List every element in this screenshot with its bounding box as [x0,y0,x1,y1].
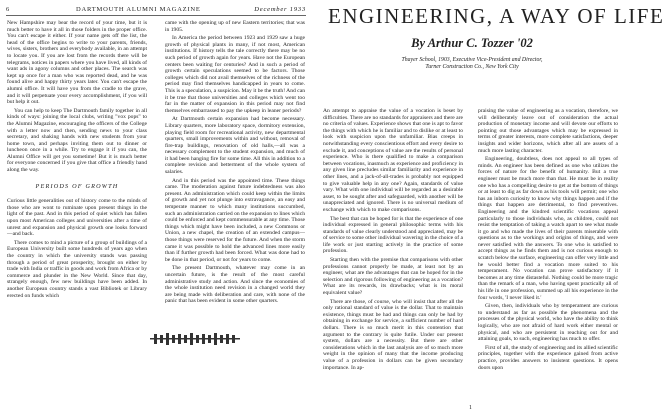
right-column-1 [323,108,463,416]
left-column-1 [7,20,147,416]
section-heading: PERIODS OF GROWTH [35,182,119,190]
right-column-2 [478,108,618,416]
page-number: 1 [469,405,472,411]
paragraph: First of all, the study of engineering and its allied scientific principles, together with the experience gained from active practice, provides answers to insistent questions. It opens doors upon [478,344,618,371]
article-byline: By Arthur C. Tozzer '02 [411,36,533,50]
paragraph: At Dartmouth certain expansion had become necessary. Library quarters, more laboratory space, dormitory extension, playing field room for recreational activity, new departmental quarters, small improvements within and without, removal of fire-trap buildings, renovation of old halls,—all was a necessary complement to the student expansion, and much of it had been hanging fire for some time. All this in addition to a complete revision and betterment of the whole system of salaries. [165,116,305,176]
paragraph: And in this period was the appointed time. These things came. The moderation against future indebtedness was also present. An administration which could keep within the limits of growth and yet not plunge into extravagance, an easy and temperate manner to which many institutions succumbed, such an administration carried on the expansion to lines which could be enforced and kept commensurable at any time. Those things which might have been included, a new Commons or Union, a new chapel, the creation of an extended campus—those things were reserved for the future. And when the storm came it was possible to hold the advanced lines more easily than if further growth had been forced. What was done had to be done in that period, or not for years to come. [165,177,306,263]
paragraph: Curious little generalities out of history come to the minds of those who are wont to ruminate upon present things in the light of the past. And in this period of quiet which has fallen upon most American colleges and universities after a time of unrest and expansion and physical growth one looks forward—and back. [7,198,147,238]
paragraph: New Hampshire may bear the record of your time, but it is much better to have it all in those folders in the proper office. You can't escape it either. If your name gets off the list, the head of the office begins to write to your parents, friends, wives, sisters, brothers and everybody available, in an attempt to locate you. If you are lost from the records there will be telegrams, notices in papers where you have lived, all kinds of want ads in agony columns and other places. The search was kept up once for a man who was reported dead, and he was found alive and happy thirty years later. You can't escape the alumni office. It will have you from the cradle to the grave, and it will perpetuate your every accomplishment, if you will but help it out. [7,20,147,106]
article-title: ENGINEERING, A WAY OF LIFE [328,4,664,28]
author-credit [324,57,620,71]
paragraph: The best that can be hoped for is that the experience of one individual expressed in general philosophic terms with his standards of value clearly understood and appreciated, may be of service to some other individual wavering in the choice of a life work or just starting actively in the practice of some profession. [323,215,463,255]
credit-line: Thayer School, 1903, Executive Vice-President and Director, [401,57,543,63]
paragraph: There comes to mind a picture of a group of buildings of a European University built some hundreds of years ago when the country in which the university stands was passing through a period of great prosperity, brought on either by trade with India or traffic in goods and work from Africa or by commerce and plunder in the New World. Since that day, strangely enough, few new buildings have been added. In another European country stands a vast Bibliotek or Library erected on funds which [7,239,148,299]
page-number: 6 [6,6,11,13]
left-page [0,0,314,420]
decorative-ornament-icon [150,332,240,346]
paragraph: There are those, of course, who will insist that after all the only rational standard of value is the dollar. That to maintain existence, things must be had and things can only be had by obtaining in exchange for service, a sufficient number of hard dollars. There is so much merit in this contention that argument to the contrary is quite futile. Under our present system, dollars are a necessity. But there are other considerations which in the last analysis are of so much more weight in the opinion of many that the income producing value of a profession in dollars can be given secondary importance. In ap- [323,298,463,371]
paragraph: Given, then, individuals who by temperament are curious to understand as far as possible the phenomena and the processes of the physical world, who have the ability to think logically, who are not afraid of hard work either mental or physical, and who are persistent in reaching out for and attaining goals, to such, engineering has much to offer. [478,303,618,343]
paragraph: Starting then with the premise that comparisons with other professions cannot properly be made, at least not by an engineer, what are the advantages that can be hoped for in the selection and rigorous following of engineering as a vocation? What are its rewards, its drawbacks; what is its moral equivalent value? [323,257,463,297]
paragraph: You can help to keep The Dartmouth family together in all kinds of ways: joining the local clubs, writing "vox pops" to the Alumni Magazine, encouraging the officers of the College with a letter now and then, sending news to your class secretary, and shaking hands with new students from your home town, and perhaps inviting them out to dinner or luncheon once in a while. Try to engage it if you can, the Alumni Office will get you sometime! But it is much better for everyone concerned if you give that office a friendly hand along the way. [7,107,147,174]
paragraph: In America the period between 1923 and 1929 saw a huge growth of physical plants in many, if not most, American institutions. If history tells the tale correctly there may be no such period of growth again for years. Have not the European centers been waiting for centuries? And in such a period of growth certain speculations seemed to be factors. Those colleges which did not avail themselves of the richness of the period may find themselves handicapped in years to come. This is a speculation, a suspicion. May it be the truth! And can it be true that those universities and colleges which went too far in the matter of expansion in this period may not find themselves embarrassed to pay the upkeep in leaner periods? [165,35,305,114]
right-page [314,0,664,420]
paragraph: came with the opening up of new Eastern territories; that was in 1905. [165,20,305,33]
header-rule [6,15,306,16]
paragraph: Engineering, doubtless, does not appeal to all types of minds. An engineer has been defined as one who utilizes the forces of nature for the benefit of humanity. But a true engineer must be much more than that. He must be in reality one who has a compelling desire to get at the bottom of things or at least to dig as far down as his tools will permit; one who has an inborn curiosity to know why things happen and if the things that happen are detrimental, to find preventives. Engineering and the kindred scientific vocations appeal particularly to those individuals who, as children, could not resist the temptation of taking a watch apart to see what made it go and who made the lives of their parents miserable with questions as to the workings and origins of things, and were never satisfied with the answers. To one who is satisfied to accept things as he finds them and is not curious enough to scratch below the surface, engineering can offer very little and he would better find a vocation more suited to his temperament. No vocation can prove satisfactory if it becomes at any time distasteful. Nothing could be more tragic than the remark of a man, who having spent practically all of his life in one profession, summed up all his experience in the four words, 'I never liked it.' [478,156,618,301]
magazine-name: DARTMOUTH ALUMNI MAGAZINE [76,6,201,13]
left-column-2 [165,20,305,416]
paragraph: The present Dartmouth, whatever may come in an uncertain future, is the result of the most careful administrative study and action. And since the economies of the whole institution need revision in a changed world they are being made with deliberation and care, with none of the panic that has been evident in some other quarters. [165,265,305,305]
issue-date: December 1933 [254,6,306,13]
paragraph: praising the value of engineering as a vocation, therefore, we will deliberately leave out of consideration the actual production of monetary income and will devote our efforts to pointing out those advantages which may be expressed in terms of greater interests, more complete satisfactions, deeper insights and wider horizons, which after all are assets of a much more lasting character. [478,108,618,154]
credit-line: Turner Construction Co., New York City [425,64,519,70]
paragraph: An attempt to appraise the value of a vocation is beset by difficulties. There are no standards for appraisers and there are no criteria of values. Experience shows that one is apt to favor the things with which he is familiar and to dislike or at least to look with suspicion upon the unfamiliar. Bias creeps in notwithstanding every conscientious effort and every desire to exclude it, and conceptions of value are the results of personal experience. Who is there qualified to make a comparison between vocations, inasmuch as experience and proficiency in any given line precludes similar familiarity and experience in other lines, and a jack-of-all-trades is probably not equipped to give valuable help in any one? Again, standards of value vary. What with one individual will be regarded as a desirable asset, to be sought after and safeguarded, with another will be unappreciated and ignored. There is no universal medium of exchange with which to make comparisons. [323,108,463,213]
